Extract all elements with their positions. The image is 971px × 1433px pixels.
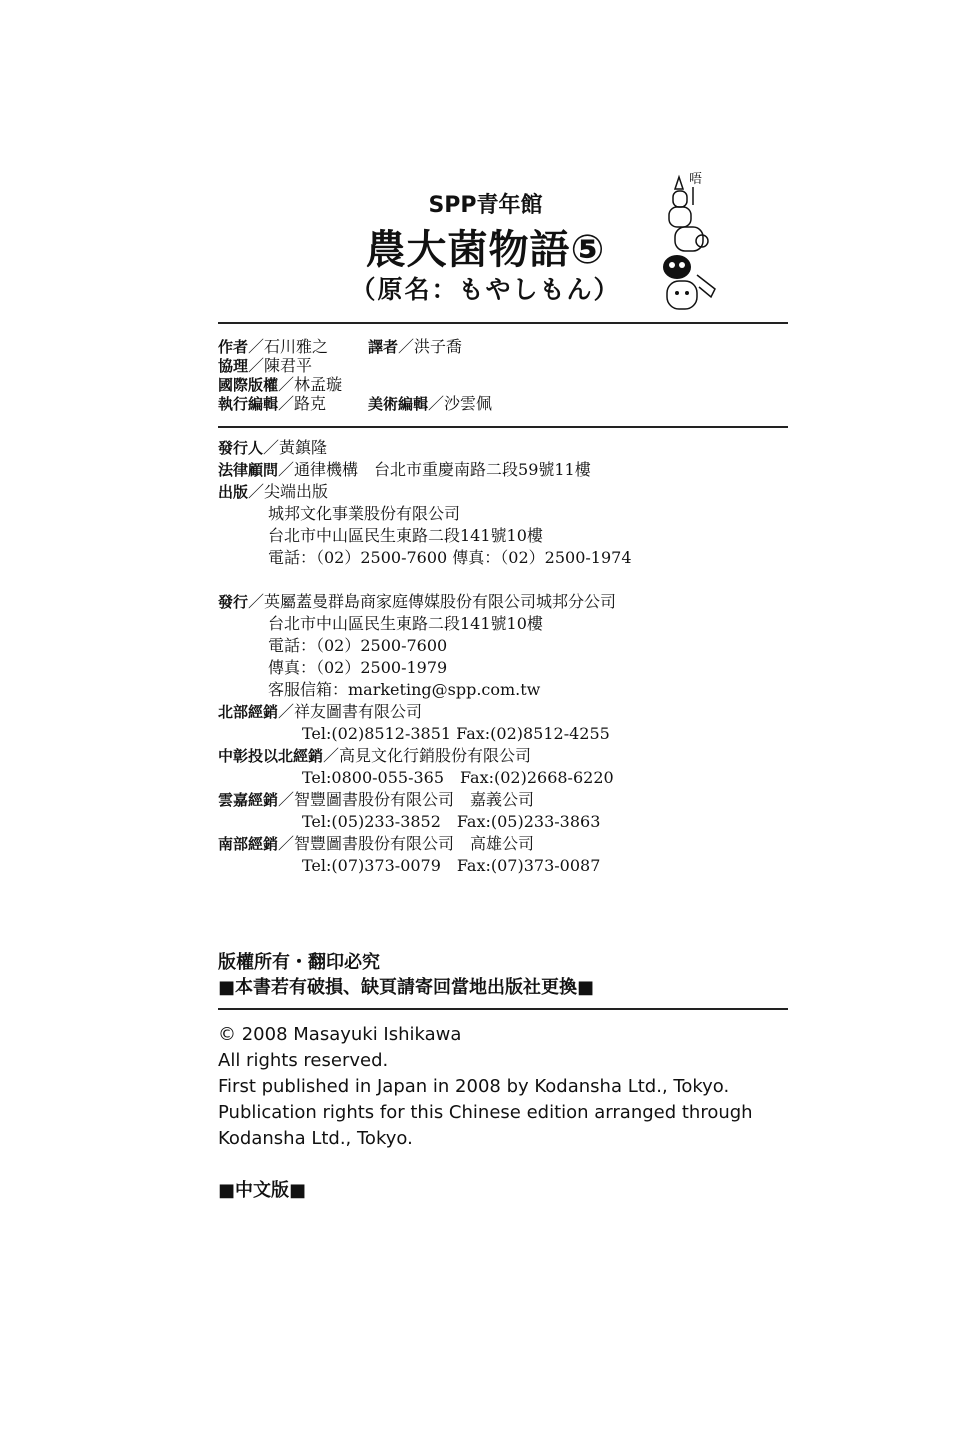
- publish-name: ／尖端出版: [248, 482, 329, 501]
- exec-editor-name: ／路克: [278, 394, 327, 413]
- south-tel: Tel:(07)373-0079 Fax:(07)373-0087: [302, 856, 601, 875]
- copyright-line: All rights reserved.: [218, 1050, 389, 1071]
- creature-body: [675, 227, 703, 251]
- rights-label: 國際版權: [218, 376, 279, 394]
- tip-shape: [675, 177, 683, 189]
- issuer-name: ／黃鎮隆: [263, 438, 328, 457]
- legal-label: 法律顧問: [218, 461, 279, 479]
- edition-label: ■中文版■: [218, 1180, 307, 1201]
- eye-right: [679, 262, 685, 268]
- arm-shape: [697, 275, 715, 297]
- yunjia-tel: Tel:(05)233-3852 Fax:(05)233-3863: [302, 812, 601, 831]
- divider: [218, 1008, 788, 1010]
- central-tel: Tel:0800-055-365 Fax:(02)2668-6220: [302, 768, 614, 787]
- distribution-row: [218, 701, 422, 723]
- rights-name: ／林孟璇: [278, 375, 343, 394]
- art-editor-label: 美術編輯: [368, 395, 429, 413]
- publisher-row: [218, 459, 591, 481]
- dist-fax: 傳真：（02）2500-1979: [268, 658, 448, 677]
- distribution-row: [218, 591, 616, 613]
- creature-top: [673, 191, 687, 207]
- rights-notice: 版權所有・翻印必究: [218, 952, 380, 973]
- central-label: 中彰投以北經銷: [218, 747, 324, 765]
- dot-left: [675, 291, 679, 295]
- book-title: 農大菌物語⑤: [365, 227, 606, 273]
- creature-bottom: [667, 281, 697, 309]
- distribution-row: [218, 833, 534, 855]
- assist-label: 協理: [218, 357, 249, 375]
- publisher-row: [218, 437, 327, 459]
- mascot-text: 唔: [689, 172, 703, 187]
- dist-email: 客服信箱：marketing@spp.com.tw: [268, 680, 541, 699]
- dist-phone: 電話：（02）2500-7600: [268, 636, 448, 655]
- pub-company: 城邦文化事業股份有限公司: [268, 504, 461, 523]
- dot-right: [685, 291, 689, 295]
- issuer-label: 發行人: [218, 439, 264, 457]
- creature-mid: [669, 207, 691, 227]
- pub-phone: 電話：（02）2500-7600 傳真：（02）2500-1974: [268, 548, 632, 567]
- exec-editor-label: 執行編輯: [218, 395, 279, 413]
- south-name: ／智豐圖書股份有限公司 高雄公司: [278, 834, 535, 853]
- copyright-line: Kodansha Ltd., Tokyo.: [218, 1128, 413, 1149]
- publisher-row: [218, 481, 328, 503]
- copyright-line: Publication rights for this Chinese edition arranged through: [218, 1102, 753, 1123]
- author-label: 作者: [218, 338, 249, 356]
- art-editor-name: ／沙雲佩: [428, 394, 493, 413]
- dist-label: 發行: [218, 593, 249, 611]
- divider: [218, 322, 788, 324]
- eye-left: [669, 262, 675, 268]
- yunjia-name: ／智豐圖書股份有限公司 嘉義公司: [278, 790, 535, 809]
- distribution-row: [218, 745, 531, 767]
- pub-address: 台北市中山區民生東路二段141號10樓: [268, 526, 543, 545]
- dist-address: 台北市中山區民生東路二段141號10樓: [268, 614, 543, 633]
- publish-label: 出版: [218, 483, 249, 501]
- copyright-line: © 2008 Masayuki Ishikawa: [218, 1024, 462, 1045]
- legal-name: ／通律機構 台北市重慶南路二段59號11樓: [278, 460, 591, 479]
- original-title: （原名：もやしもん）: [350, 275, 621, 304]
- south-label: 南部經銷: [218, 835, 279, 853]
- copyright-line: First published in Japan in 2008 by Kodansha Ltd., Tokyo.: [218, 1076, 730, 1097]
- damage-notice: ■本書若有破損、缺頁請寄回當地出版社更換■: [218, 977, 595, 998]
- author-name: ／石川雅之: [248, 337, 329, 356]
- divider: [218, 426, 788, 428]
- translator-name: ／洪子喬: [398, 337, 463, 356]
- distribution-row: [218, 789, 534, 811]
- north-tel: Tel:(02)8512-3851 Fax:(02)8512-4255: [302, 724, 610, 743]
- yunjia-label: 雲嘉經銷: [218, 791, 279, 809]
- central-name: ／高見文化行銷股份有限公司: [323, 746, 532, 765]
- black-creature: [663, 255, 691, 279]
- assist-name: ／陳君平: [248, 356, 313, 375]
- dist-name: ／英屬蓋曼群島商家庭傳媒股份有限公司城邦分公司: [248, 592, 617, 611]
- north-label: 北部經銷: [218, 703, 279, 721]
- staff-row: [218, 393, 493, 415]
- translator-label: 譯者: [368, 338, 399, 356]
- series-name: SPP青年館: [428, 193, 543, 218]
- mascot-illustration: [655, 165, 725, 315]
- north-name: ／祥友圖書有限公司: [278, 702, 423, 721]
